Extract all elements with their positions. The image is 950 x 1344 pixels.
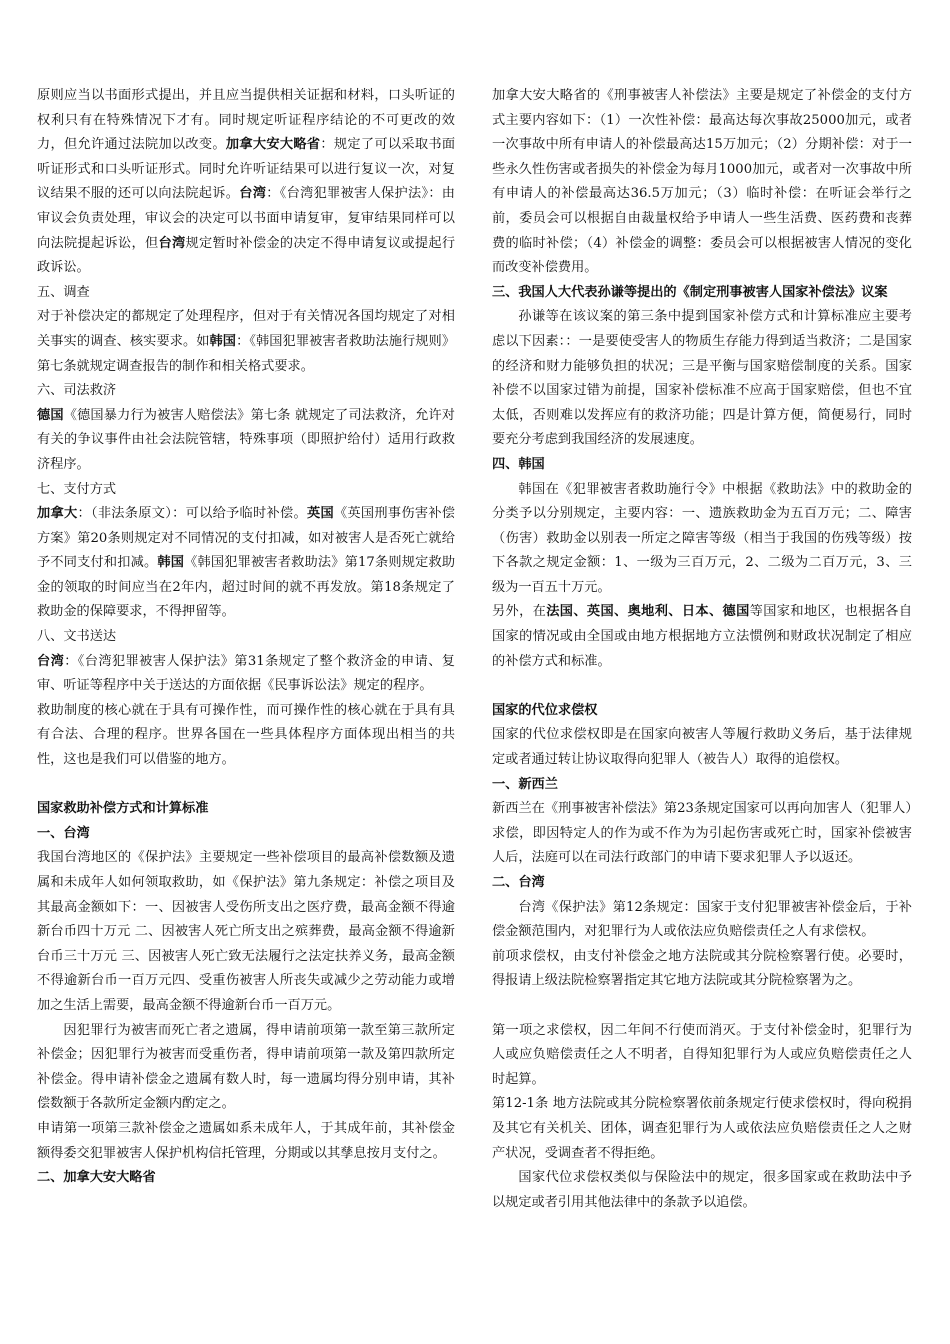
paragraph (37, 846, 455, 1018)
paragraph (37, 478, 455, 503)
text-run: 二、台湾 (492, 875, 545, 890)
paragraph (37, 305, 455, 379)
paragraph (37, 1117, 455, 1166)
text-run: 第12-1条 地方法院或其分院检察署依前条规定行使求偿权时，得向税捐及其它有关机关、团体，调查犯罪行为人或依法应负赔偿责任之人之财产状况，受调查者不得拒绝。 (492, 1096, 912, 1161)
paragraph (37, 699, 455, 773)
text-run: 二、加拿大安大略省 (37, 1170, 156, 1186)
paragraph (492, 1166, 912, 1215)
text-run: 八、文书送达 (37, 629, 117, 645)
text-run: ：《台湾犯罪被害人保护法》第31条规定了整个救济金的申请、复审、听证等程序中关于送达的方面依据《民事诉讼法》规定的程序。 (37, 653, 455, 694)
bold-text: 法国、英国、奥地利、日本、德国 (546, 604, 750, 620)
text-run: 国家的代位求偿权即是在国家向被害人等履行救助义务后，基于法律规定或者通过转让协议取得向犯罪人（被告人）取得的追偿权。 (492, 727, 912, 768)
text-run: 前项求偿权，由支付补偿金之地方法院或其分院检察署行使。必要时，得报请上级法院检察署指定其它地方法院或其分院检察署为之。 (492, 948, 912, 989)
text-run: 申请第一项第三款补偿金之遗属如系未成年人，于其成年前，其补偿金额得委交犯罪被害人保护机构信托管理，分期或以其孳息按月支付之。 (37, 1120, 455, 1161)
section-heading (492, 453, 912, 478)
text-run: 规定暂时补偿金的决定不得申请复议或提起行政诉讼。 (37, 235, 456, 276)
paragraph-spacer (492, 994, 912, 1019)
text-run: 三、我国人大代表孙谦等提出的《制定刑事被害人国家补偿法》议案 (492, 284, 888, 300)
text-run: 救助制度的核心就在于具有可操作性，而可操作性的核心就在于具有具有合法、合理的程序。世界各国在一些具体程序方面体现出相当的共性，这也是我们可以借鉴的地方。 (37, 702, 455, 768)
paragraph-spacer (492, 674, 912, 699)
text-run: 原则应当以书面形式提出，并且应当提供相关证据和材料，口头听证的权利只有在特殊情况下才有。同时规定听证程序结论的不可更改的效力，但允许通过法院加以改变。 (37, 88, 455, 153)
paragraph (37, 1019, 455, 1117)
text-run: 新西兰在《刑事被害补偿法》第23条规定国家可以再向加害人（犯罪人）求偿，即因特定人的作为或不作为为引起伤害或死亡时，国家补偿被害人后，法庭可以在司法行政部门的申请下要求犯罪人予以返还。 (492, 801, 912, 866)
text-run: ：规定了可以采取书面听证形式和口头听证形式。同时允许听证结果可以进行复议一次，对复议结果不服的还可以向法院起诉。 (37, 137, 456, 202)
section-heading (37, 1166, 455, 1191)
text-run: 孙谦等在该议案的第三条中提到国家补偿方式和计算标准应主要考虑以下因素：：一是要使受害人的物质生存能力得到适当救济；二是国家的经济和财力能够负担的状况；三是平衡与国家赔偿制度的关系。国家补偿不以国家过错为前提，国家补偿标准不应高于国家赔偿，但也不宜太低，否则难以发挥应有的救济功能；四是计算方便，简便易行，同时要充分考虑到我国经济的发展速度。 (492, 309, 912, 448)
bold-text: 台湾 (239, 186, 267, 202)
section-heading (492, 281, 912, 306)
paragraph (37, 625, 455, 650)
bold-text: 加拿大 (37, 506, 78, 522)
paragraph (492, 1092, 912, 1166)
text-run: 因犯罪行为被害而死亡者之遗属，得申请前项第一款至第三款所定补偿金；因犯罪行为被害而受重伤者，得申请前项第一款及第四款所定补偿金。得申请补偿金之遗属有数人时，每一遗属均得分别申请，其补偿数额于各款所定金额内酌定之。 (37, 1022, 455, 1112)
bold-text: 英国 (306, 506, 334, 522)
text-run: 国家救助补偿方式和计算标准 (37, 801, 209, 817)
text-run: 四、韩国 (492, 456, 545, 472)
text-run: 《韩国犯罪被害者救助法》第17条则规定救助金的领取的时间应当在2年内，超过时间的就不再发放。第18条规定了救助金的保障要求，不得押留等。 (37, 555, 456, 620)
text-run: 国家代位求偿权类似与保险法中的规定，很多国家或在救助法中予以规定或者引用其他法律中的条款予以追偿。 (492, 1170, 912, 1210)
paragraph (492, 896, 912, 945)
text-run: 韩国在《犯罪被害者救助施行令》中根据《救助法》中的救助金的分类予以分别规定，主要内容：一、遗族救助金为五百万元；二、障害（伤害）救助金以别表一所定之障害等级（相当于我国的伤残等级）按下各款之规定金额：1、一级为三百万元，2、二级为二百万元，3、三级为一百五十万元。 (492, 481, 912, 595)
paragraph (492, 84, 912, 281)
section-heading (492, 871, 912, 896)
text-run: ：（非法条原文）：可以给予临时补偿。 (77, 506, 307, 522)
paragraph (492, 797, 912, 871)
text-run: ：《韩国犯罪被害者救助法施行规则》第七条就规定调查报告的制作和相关格式要求。 (37, 333, 456, 374)
text-run: 国家的代位求偿权 (492, 702, 598, 718)
paragraph (37, 404, 455, 478)
text-run: 一、台湾 (37, 825, 90, 841)
text-run: 六、司法救济 (37, 383, 117, 399)
bold-text: 韩国 (209, 333, 237, 349)
paragraph (37, 379, 455, 404)
paragraph (37, 650, 455, 699)
text-run: 对于补偿决定的都规定了处理程序，但对于有关情况各国均规定了对相关事实的调查、核实要求。如 (37, 309, 455, 349)
paragraph (492, 478, 912, 601)
paragraph (37, 84, 455, 281)
text-run: 加拿大安大略省的《刑事被害人补偿法》主要是规定了补偿金的支付方式主要内容如下：（1）一次性补偿：最高达每次事故25000加元，或者一次事故中所有申请人的补偿最高达15万加元；（2）分期补偿：对于一些永久性伤害或者损失的补偿金为每月1000加元，或者对一次事故中所有申请人的补偿最高达36.5万加元；（3）临时补偿：在听证会举行之前，委员会可以根据自由裁量权给予申请人一些生活费、医药费和丧葬费的临时补偿；（4）补偿金的调整：委员会可以根据被害人情况的变化而改变补偿费用。 (492, 88, 912, 276)
paragraph (37, 502, 455, 625)
text-run: 《英国刑事伤害补偿方案》第20条则规定对不同情况的支付扣减，如对被害人是否死亡就给予不同支付和扣减。 (37, 506, 455, 571)
bold-text: 加拿大安大略省 (225, 137, 321, 153)
text-run: 七、支付方式 (37, 481, 117, 497)
text-run: 台湾《保护法》第12条规定：国家于支付犯罪被害补偿金后，于补偿金额范围内，对犯罪行为人或依法应负赔偿责任之人有求偿权。 (492, 899, 912, 940)
paragraph-spacer (37, 773, 455, 798)
text-run: 《德国暴力行为被害人赔偿法》第七条 就规定了司法救济，允许对有关的争议事件由社会法院管辖，特殊事项（即照护给付）适用行政救济程序。 (37, 407, 455, 472)
paragraph (492, 600, 912, 674)
paragraph (492, 305, 912, 453)
paragraph (492, 945, 912, 994)
text-run: 五、调查 (37, 284, 90, 300)
text-run: 第一项之求偿权，因二年间不行使而消灭。于支付补偿金时，犯罪行为人或应负赔偿责任之人不明者，自得知犯罪行为人或应负赔偿责任之人时起算。 (492, 1022, 912, 1087)
bold-text: 韩国 (157, 555, 185, 571)
right-column (492, 84, 912, 1215)
left-column (37, 84, 455, 1191)
paragraph (37, 281, 455, 306)
section-heading (492, 699, 912, 724)
paragraph (492, 1019, 912, 1093)
text-run: 另外，在 (492, 604, 547, 620)
section-heading (492, 773, 912, 798)
bold-text: 台湾 (37, 653, 65, 669)
bold-text: 台湾 (158, 235, 186, 251)
text-run: 等国家和地区，也根据各自国家的情况或由全国或由地方根据地方立法惯例和财政状况制定了相应的补偿方式和标准。 (492, 604, 913, 669)
text-run: 我国台湾地区的《保护法》主要规定一些补偿项目的最高补偿数额及遗属和未成年人如何领取救助，如《保护法》第九条规定：补偿之项目及其最高金额如下：一、因被害人受伤所支出之医疗费，最高金额不得逾新台币四十万元 二、因被害人死亡所支出之殡葬费，最高金额不得逾新台币三十万元 三、因被害人死亡致无法履行之法定扶养义务，最高金额不得逾新台币一百万元四、受重伤被害人所丧失或减少之劳动能力或增加之生活上需要，最高金额不得逾新台币一百万元。 (37, 850, 455, 1013)
paragraph (492, 723, 912, 772)
bold-text: 德国 (37, 407, 64, 423)
text-run: 一、新西兰 (492, 776, 558, 792)
section-heading (37, 822, 455, 847)
section-heading (37, 797, 455, 822)
text-run: ：《台湾犯罪被害人保护法》：由审议会负责处理，审议会的决定可以书面申请复审，复审结果同样可以向法院提起诉讼，但 (37, 186, 455, 251)
